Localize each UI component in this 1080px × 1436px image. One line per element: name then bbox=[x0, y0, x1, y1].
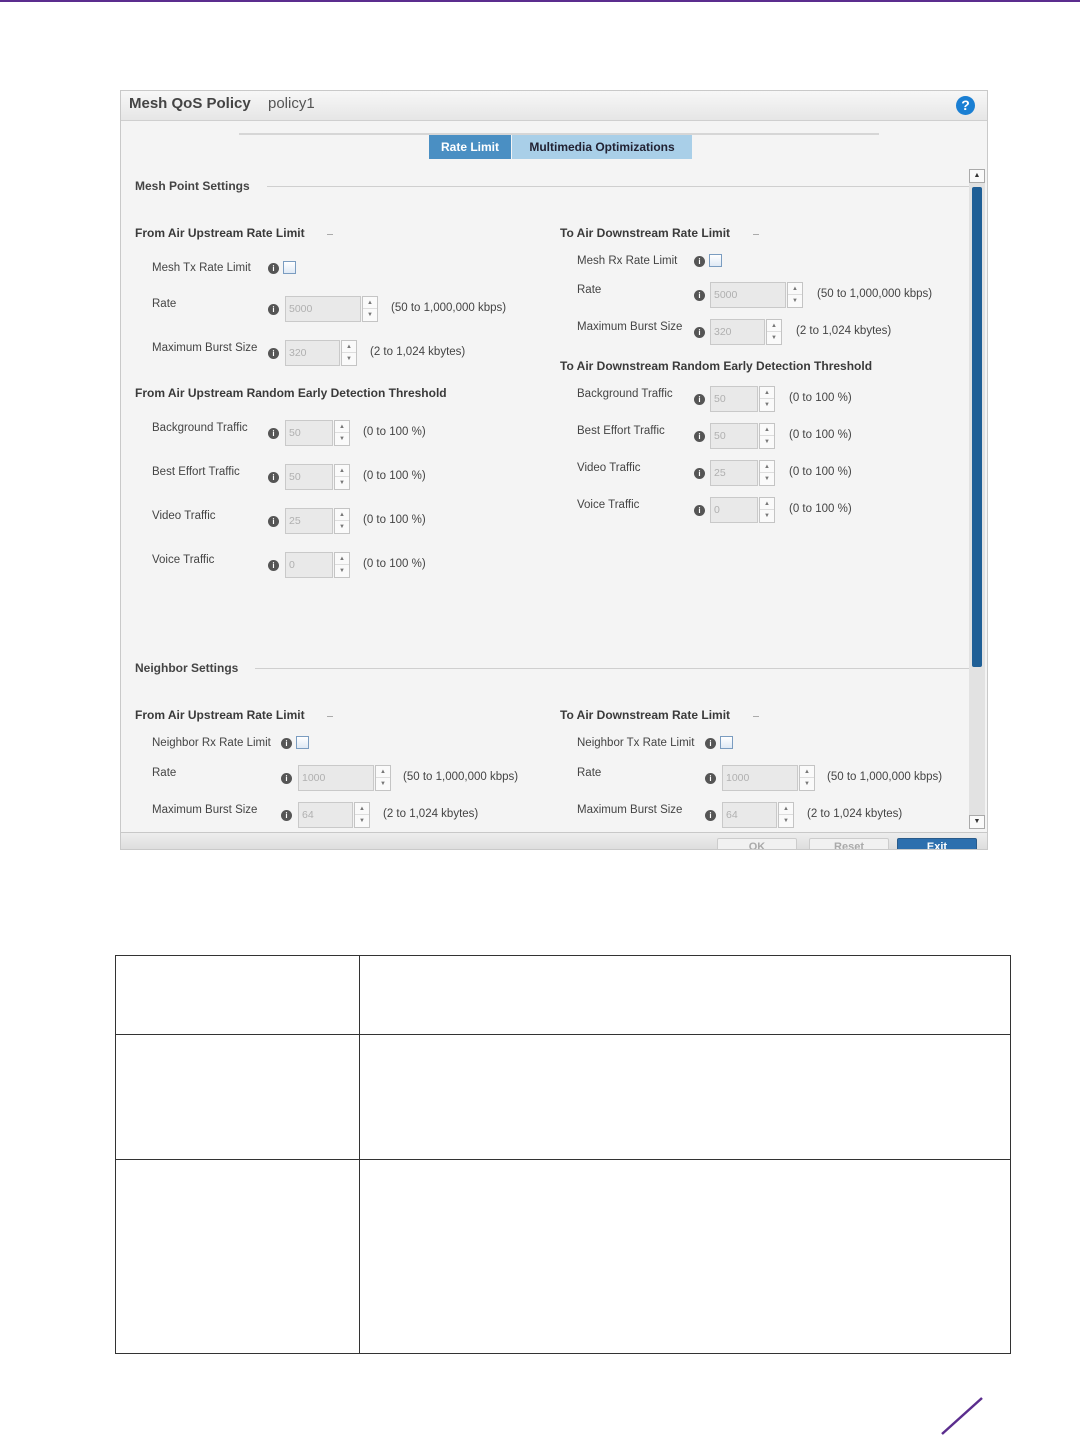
info-icon[interactable]: i bbox=[694, 256, 705, 267]
mesh-rx-burst-stepper[interactable]: ▲ ▼ bbox=[766, 319, 782, 345]
mesh-tx-rate-limit-checkbox[interactable] bbox=[283, 261, 296, 274]
rate-label: Rate bbox=[152, 767, 177, 779]
info-icon[interactable]: i bbox=[281, 773, 292, 784]
group-dash bbox=[327, 716, 333, 717]
down-voice-traffic-input[interactable]: 0 bbox=[710, 497, 758, 523]
up-video-traffic-stepper[interactable]: ▲ ▼ bbox=[334, 508, 350, 534]
neighbor-tx-rate-limit-label: Neighbor Tx Rate Limit bbox=[577, 737, 695, 749]
info-icon[interactable]: i bbox=[281, 738, 292, 749]
info-icon[interactable]: i bbox=[705, 810, 716, 821]
best-effort-traffic-label: Best Effort Traffic bbox=[152, 466, 240, 478]
help-icon[interactable]: ? bbox=[956, 96, 975, 115]
down-best-effort-traffic-input[interactable]: 50 bbox=[710, 423, 758, 449]
percent-range-text: (0 to 100 %) bbox=[363, 558, 426, 570]
down-video-traffic-stepper[interactable]: ▲ ▼ bbox=[759, 460, 775, 486]
voice-traffic-label: Voice Traffic bbox=[577, 499, 640, 511]
percent-range-text: (0 to 100 %) bbox=[789, 392, 852, 404]
neighbor-rx-rate-limit-label: Neighbor Rx Rate Limit bbox=[152, 737, 271, 749]
exit-button[interactable]: Exit bbox=[897, 838, 977, 850]
rate-label: Rate bbox=[577, 767, 602, 779]
mesh-rx-rate-input[interactable]: 5000 bbox=[710, 282, 786, 308]
table-row bbox=[116, 1035, 1011, 1160]
max-burst-size-label: Maximum Burst Size bbox=[152, 804, 258, 816]
group-dash bbox=[327, 234, 333, 235]
neighbor-tx-rate-input[interactable]: 1000 bbox=[722, 765, 798, 791]
video-traffic-label: Video Traffic bbox=[577, 462, 641, 474]
info-icon[interactable]: i bbox=[694, 394, 705, 405]
down-background-traffic-input[interactable]: 50 bbox=[710, 386, 758, 412]
up-best-effort-traffic-stepper[interactable]: ▲ ▼ bbox=[334, 464, 350, 490]
button-bar bbox=[121, 832, 987, 850]
percent-range-text: (0 to 100 %) bbox=[789, 503, 852, 515]
background-traffic-label: Background Traffic bbox=[152, 422, 248, 434]
policy-name: policy1 bbox=[268, 95, 315, 112]
section-divider bbox=[255, 668, 969, 669]
reset-button[interactable]: Reset bbox=[809, 838, 889, 850]
neighbor-rx-rate-limit-checkbox[interactable] bbox=[296, 736, 309, 749]
info-icon[interactable]: i bbox=[268, 428, 279, 439]
percent-range-text: (0 to 100 %) bbox=[363, 514, 426, 526]
slash-mark-icon bbox=[938, 1396, 988, 1436]
table-cell bbox=[116, 956, 360, 1035]
neighbor-rx-rate-stepper[interactable]: ▲ ▼ bbox=[375, 765, 391, 791]
tab-multimedia-optimizations[interactable]: Multimedia Optimizations bbox=[512, 135, 692, 159]
description-table bbox=[115, 955, 1011, 1354]
group-dash bbox=[753, 234, 759, 235]
up-voice-traffic-input[interactable]: 0 bbox=[285, 552, 333, 578]
info-icon[interactable]: i bbox=[694, 505, 705, 516]
group-title-upstream-rate-limit: From Air Upstream Rate Limit bbox=[135, 226, 305, 240]
mesh-rx-burst-input[interactable]: 320 bbox=[710, 319, 765, 345]
rate-range-text: (50 to 1,000,000 kbps) bbox=[403, 771, 519, 783]
table-cell bbox=[360, 956, 1011, 1035]
mesh-tx-burst-stepper[interactable]: ▲ ▼ bbox=[341, 340, 357, 366]
group-title-neighbor-downstream: To Air Downstream Rate Limit bbox=[560, 708, 731, 722]
mesh-tx-rate-input[interactable]: 5000 bbox=[285, 296, 361, 322]
best-effort-traffic-label: Best Effort Traffic bbox=[577, 425, 665, 437]
page-top-rule bbox=[0, 0, 1080, 2]
scroll-down-arrow-icon[interactable]: ▼ bbox=[969, 815, 985, 829]
mesh-tx-rate-limit-label: Mesh Tx Rate Limit bbox=[152, 262, 251, 274]
up-background-traffic-input[interactable]: 50 bbox=[285, 420, 333, 446]
info-icon[interactable]: i bbox=[268, 472, 279, 483]
info-icon[interactable]: i bbox=[281, 810, 292, 821]
scroll-thumb[interactable] bbox=[972, 187, 982, 667]
info-icon[interactable]: i bbox=[705, 738, 716, 749]
info-icon[interactable]: i bbox=[268, 516, 279, 527]
info-icon[interactable]: i bbox=[705, 773, 716, 784]
table-cell bbox=[116, 1160, 360, 1354]
mesh-rx-rate-stepper[interactable]: ▲ ▼ bbox=[787, 282, 803, 308]
neighbor-rx-burst-input[interactable]: 64 bbox=[298, 802, 353, 828]
rate-label: Rate bbox=[577, 284, 602, 296]
table-row bbox=[116, 1160, 1011, 1354]
max-burst-size-label: Maximum Burst Size bbox=[152, 342, 258, 354]
neighbor-tx-burst-stepper[interactable]: ▲ ▼ bbox=[778, 802, 794, 828]
max-burst-size-label: Maximum Burst Size bbox=[577, 321, 683, 333]
neighbor-rx-burst-stepper[interactable]: ▲ ▼ bbox=[354, 802, 370, 828]
burst-range-text: (2 to 1,024 kbytes) bbox=[370, 346, 466, 358]
rate-range-text: (50 to 1,000,000 kbps) bbox=[391, 302, 507, 314]
rate-range-text: (50 to 1,000,000 kbps) bbox=[827, 771, 943, 783]
mesh-rx-rate-limit-label: Mesh Rx Rate Limit bbox=[577, 255, 678, 267]
percent-range-text: (0 to 100 %) bbox=[363, 470, 426, 482]
mesh-rx-rate-limit-checkbox[interactable] bbox=[709, 254, 722, 267]
down-best-effort-traffic-stepper[interactable]: ▲ ▼ bbox=[759, 423, 775, 449]
group-title-downstream-red: To Air Downstream Random Early Detection Threshold bbox=[560, 359, 873, 373]
down-voice-traffic-stepper[interactable]: ▲ ▼ bbox=[759, 497, 775, 523]
table-cell bbox=[360, 1035, 1011, 1160]
info-icon[interactable]: i bbox=[694, 431, 705, 442]
table-row bbox=[116, 956, 1011, 1035]
percent-range-text: (0 to 100 %) bbox=[789, 429, 852, 441]
mesh-tx-rate-stepper[interactable]: ▲ ▼ bbox=[362, 296, 378, 322]
section-title-mesh-point: Mesh Point Settings bbox=[135, 179, 250, 193]
scroll-up-arrow-icon[interactable]: ▲ bbox=[969, 169, 985, 183]
mesh-tx-burst-input[interactable]: 320 bbox=[285, 340, 340, 366]
info-icon[interactable]: i bbox=[268, 560, 279, 571]
info-icon[interactable]: i bbox=[268, 263, 279, 274]
neighbor-tx-burst-input[interactable]: 64 bbox=[722, 802, 777, 828]
up-background-traffic-stepper[interactable]: ▲ ▼ bbox=[334, 420, 350, 446]
group-title-downstream-rate-limit: To Air Downstream Rate Limit bbox=[560, 226, 731, 240]
info-icon[interactable]: i bbox=[694, 290, 705, 301]
window-title: Mesh QoS Policy bbox=[129, 95, 251, 112]
neighbor-tx-rate-limit-checkbox[interactable] bbox=[720, 736, 733, 749]
group-title-neighbor-upstream: From Air Upstream Rate Limit bbox=[135, 708, 305, 722]
section-title-neighbor: Neighbor Settings bbox=[135, 661, 239, 675]
window-header bbox=[121, 91, 987, 121]
group-dash bbox=[753, 716, 759, 717]
info-icon[interactable]: i bbox=[694, 327, 705, 338]
mesh-qos-policy-screen bbox=[120, 90, 988, 850]
info-icon[interactable]: i bbox=[268, 348, 279, 359]
burst-range-text: (2 to 1,024 kbytes) bbox=[796, 325, 892, 337]
up-video-traffic-input[interactable]: 25 bbox=[285, 508, 333, 534]
video-traffic-label: Video Traffic bbox=[152, 510, 216, 522]
info-icon[interactable]: i bbox=[694, 468, 705, 479]
rate-range-text: (50 to 1,000,000 kbps) bbox=[817, 288, 933, 300]
neighbor-rx-rate-input[interactable]: 1000 bbox=[298, 765, 374, 791]
up-voice-traffic-stepper[interactable]: ▲ ▼ bbox=[334, 552, 350, 578]
up-best-effort-traffic-input[interactable]: 50 bbox=[285, 464, 333, 490]
burst-range-text: (2 to 1,024 kbytes) bbox=[383, 808, 479, 820]
percent-range-text: (0 to 100 %) bbox=[789, 466, 852, 478]
group-title-upstream-red: From Air Upstream Random Early Detection Threshold bbox=[135, 386, 447, 400]
section-divider bbox=[267, 186, 969, 187]
burst-range-text: (2 to 1,024 kbytes) bbox=[807, 808, 903, 820]
background-traffic-label: Background Traffic bbox=[577, 388, 673, 400]
down-background-traffic-stepper[interactable]: ▲ ▼ bbox=[759, 386, 775, 412]
table-cell bbox=[360, 1160, 1011, 1354]
info-icon[interactable]: i bbox=[268, 304, 279, 315]
neighbor-tx-rate-stepper[interactable]: ▲ ▼ bbox=[799, 765, 815, 791]
ok-button[interactable]: OK bbox=[717, 838, 797, 850]
max-burst-size-label: Maximum Burst Size bbox=[577, 804, 683, 816]
vertical-scrollbar[interactable] bbox=[969, 169, 985, 829]
down-video-traffic-input[interactable]: 25 bbox=[710, 460, 758, 486]
table-cell bbox=[116, 1035, 360, 1160]
tab-rate-limit[interactable]: Rate Limit bbox=[429, 135, 511, 159]
percent-range-text: (0 to 100 %) bbox=[363, 426, 426, 438]
rate-label: Rate bbox=[152, 298, 177, 310]
voice-traffic-label: Voice Traffic bbox=[152, 554, 215, 566]
